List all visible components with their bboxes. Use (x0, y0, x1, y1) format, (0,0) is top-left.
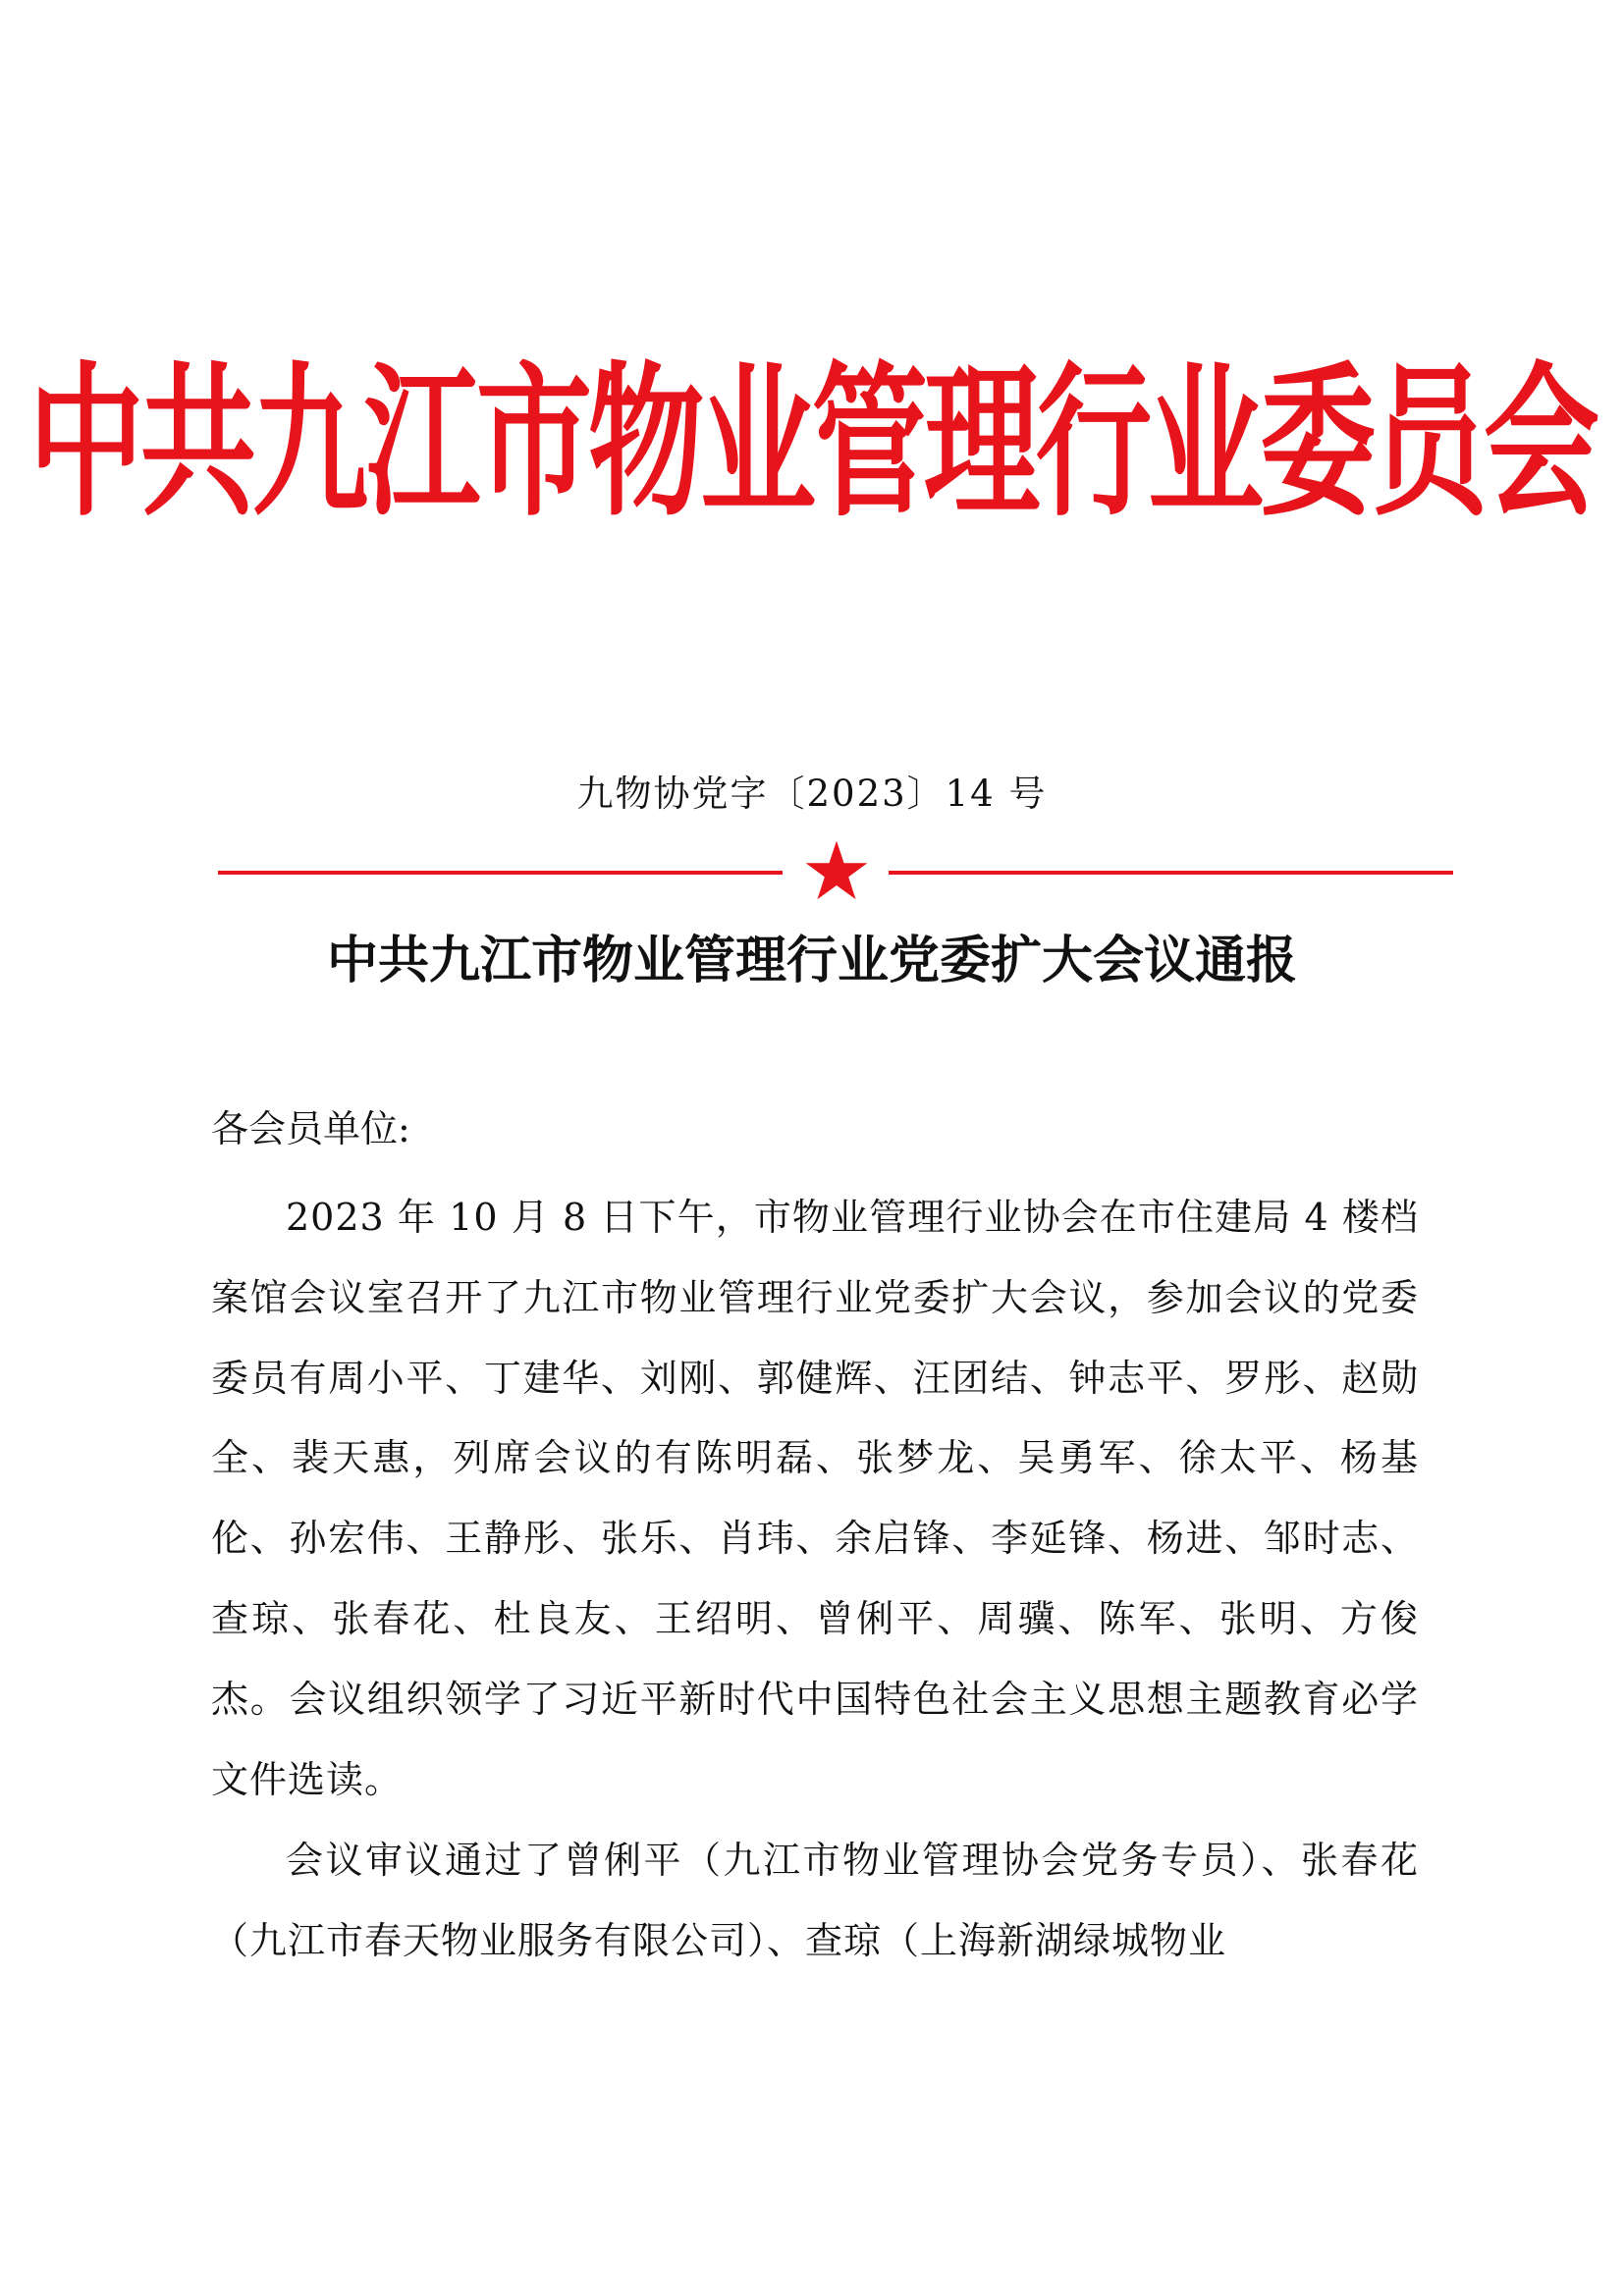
body-paragraph: 2023 年 10 月 8 日下午，市物业管理行业协会在市住建局 4 楼档案馆会议室召开了九江市物业管理行业党委扩大会议，参加会议的党委委员有周小平、丁建华、刘刚、郭健辉、汪团结、钟志平、罗彤、赵勋全、裴天惠，列席会议的有陈明磊、张梦龙、吴勇军、徐太平、杨基伦、孙宏伟、王静彤、张乐、肖玮、余启锋、李延锋、杨进、邹时志、查琼、张春花、杜良友、王绍明、曾俐平、周骥、陈军、张明、方俊杰。会议组织领学了习近平新时代中国特色社会主义思想主题教育必学文件选读。 (211, 1196, 1419, 1801)
document-number: 九物协党字〔2023〕14 号 (576, 773, 1048, 815)
org-masthead: 中共九江市物业管理行业委员会 (27, 346, 1596, 539)
salutation: 各会员单位: (211, 1107, 410, 1150)
body-paragraph: 会议审议通过了曾俐平（九江市物业管理协会党务专员）、张春花（九江市春天物业服务有限公司）、查琼（上海新湖绿城物业 (211, 1839, 1419, 1962)
notice-title: 中共九江市物业管理行业党委扩大会议通报 (326, 931, 1297, 990)
red-rule-right (889, 871, 1453, 875)
red-star-icon (805, 839, 868, 900)
red-rule-left (218, 871, 783, 875)
